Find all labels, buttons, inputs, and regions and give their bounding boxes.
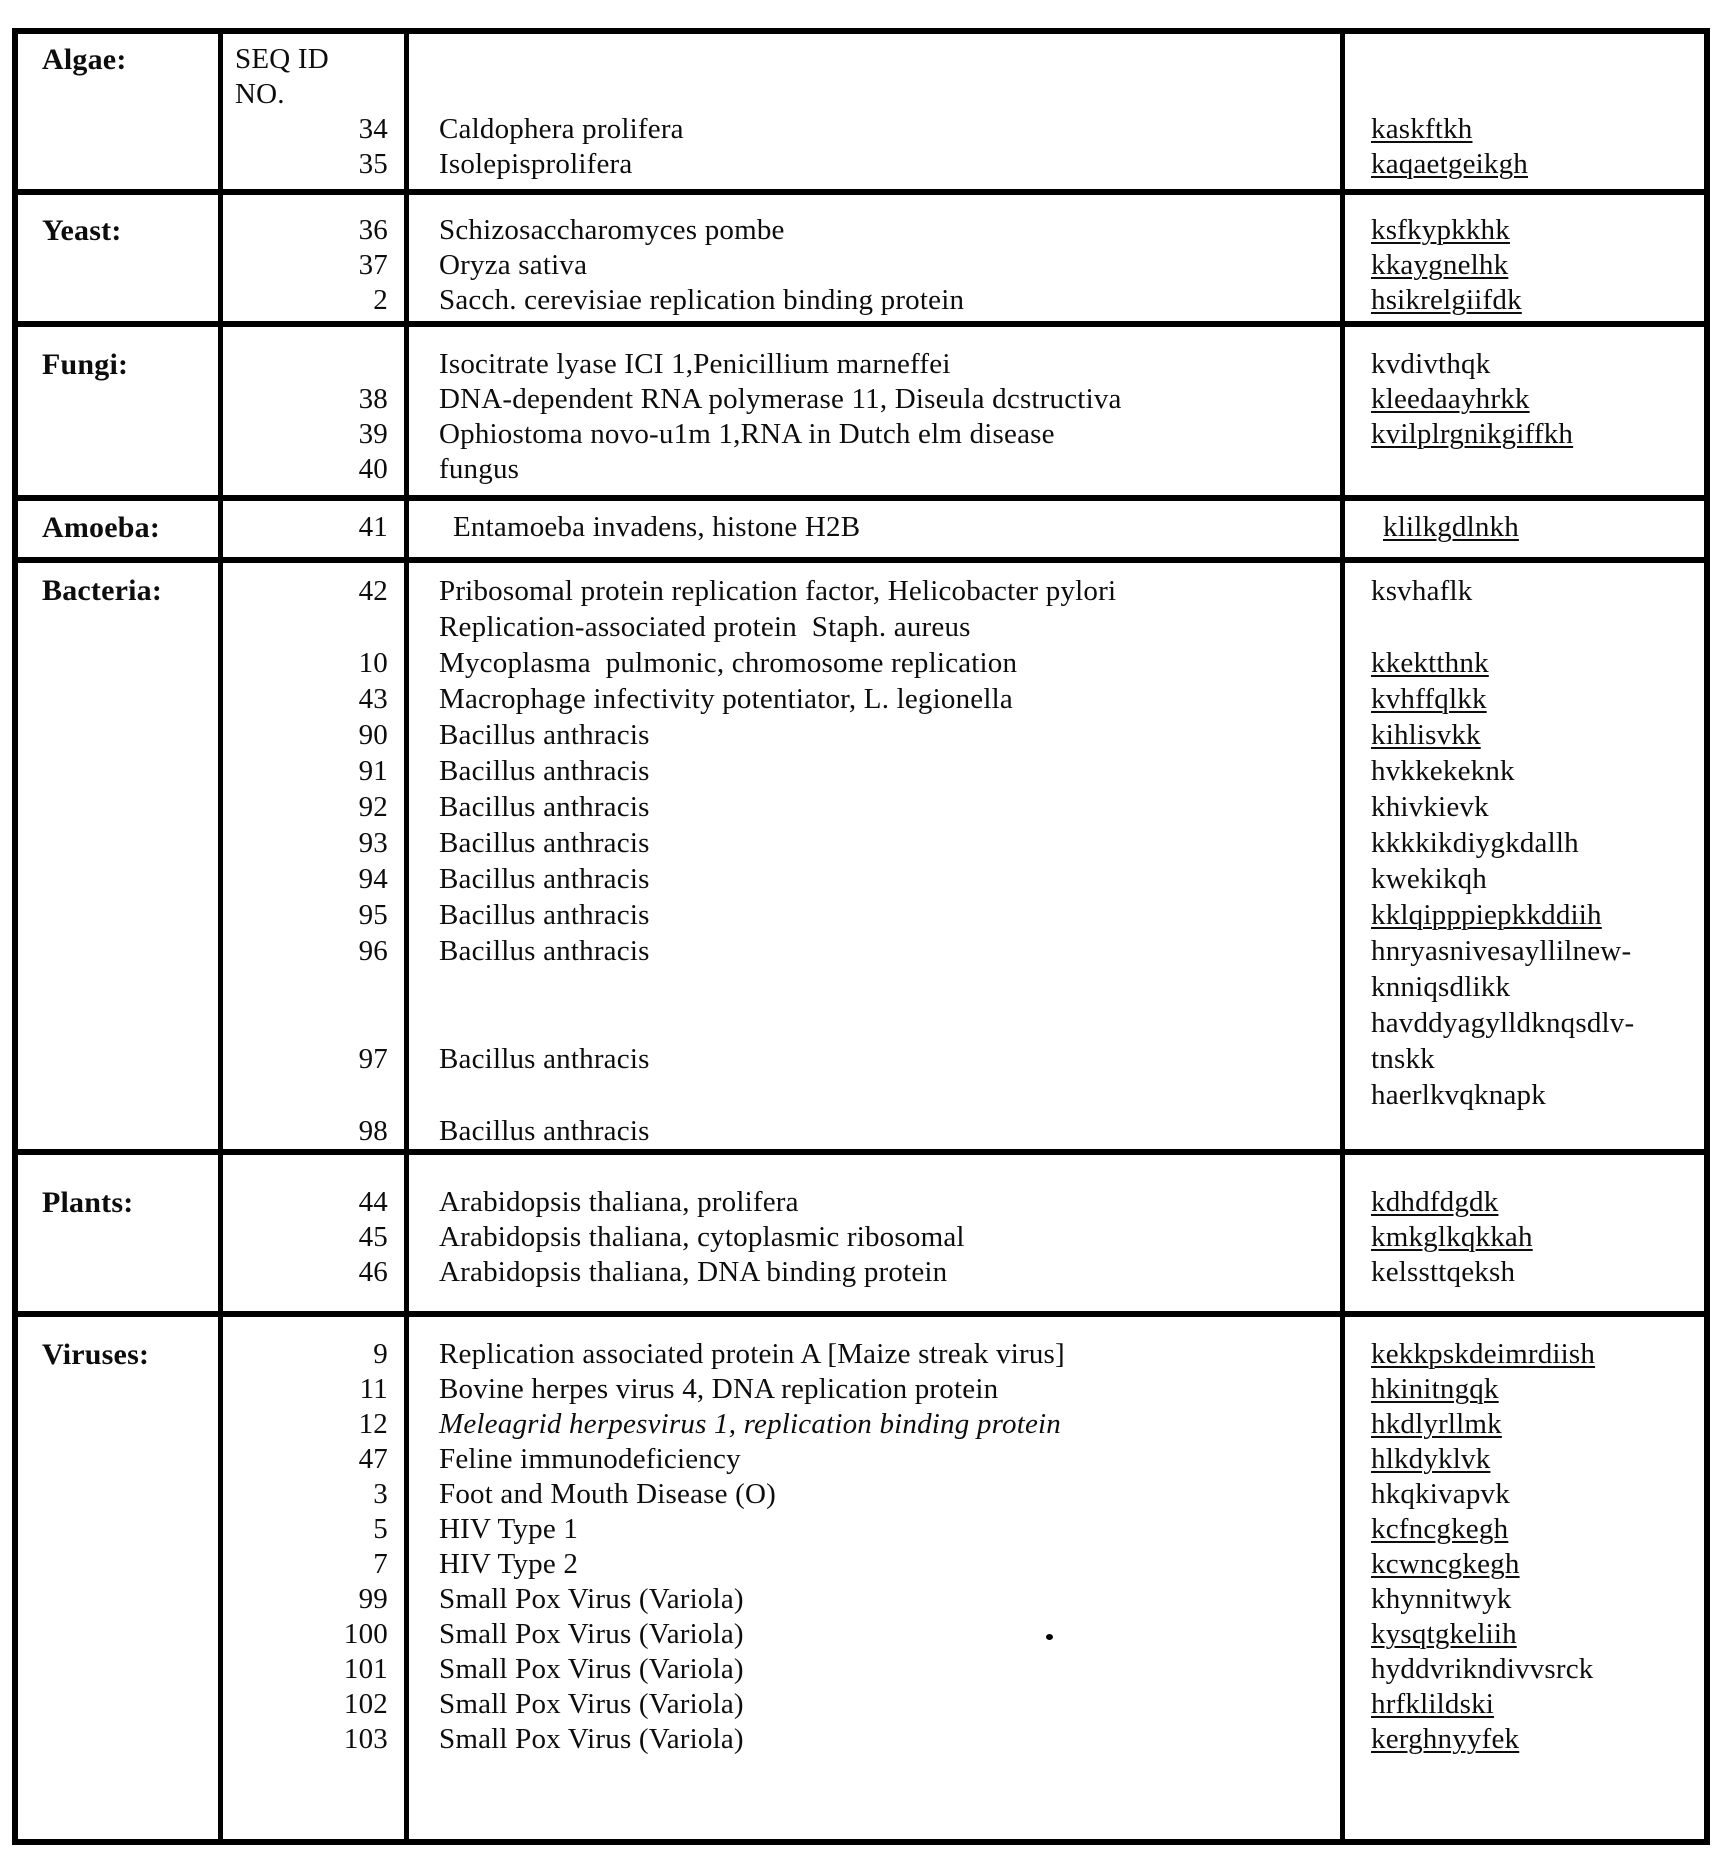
description-text: HIV Type 2 [439, 1548, 579, 1580]
description-text: Small Pox Virus (Variola) [439, 1583, 744, 1615]
seq-id-number [223, 969, 388, 1005]
seq-id-header: SEQ ID [235, 43, 329, 75]
category-cell-plants [18, 1155, 223, 1311]
table-section-amoeba [18, 495, 1704, 557]
sequence-text [1371, 609, 1704, 645]
seq-id-number: 47 [358, 1443, 388, 1475]
description-text: Caldophera prolifera [439, 113, 684, 145]
description-text: Schizosaccharomyces pombe [439, 214, 785, 246]
description-text [439, 42, 1330, 77]
seq-id-number: 95 [358, 899, 388, 931]
description-text: Bacillus anthracis [439, 935, 650, 967]
sequence-text: kelssttqeksh [1371, 1256, 1516, 1288]
sequence-text: kysqtgkeliih [1371, 1618, 1517, 1650]
category-label-viruses: Viruses: [42, 1338, 150, 1371]
description-text: Bacillus anthracis [439, 719, 650, 751]
seq-id-number: 93 [358, 827, 388, 859]
table-section-bacteria [18, 557, 1704, 1149]
description-text: Foot and Mouth Disease (O) [439, 1478, 777, 1510]
sequence-text: kcwncgkegh [1371, 1548, 1520, 1580]
category-cell-fungi [18, 327, 223, 495]
seq-id-column-plants [223, 1155, 409, 1311]
description-text: Macrophage infectivity potentiator, L. legionella [439, 683, 1013, 715]
sequence-text: kmkglkqkkah [1371, 1221, 1533, 1253]
description-text: Ophiostoma novo-u1m 1,RNA in Dutch elm disease [439, 418, 1055, 450]
seq-id-number [223, 609, 388, 645]
table-section-plants [18, 1149, 1704, 1311]
description-column-bacteria [409, 563, 1340, 1149]
description-text: Replication-associated protein Staph. aureus [439, 611, 971, 643]
seq-id-number: 90 [358, 719, 388, 751]
seq-id-column-algae [223, 34, 409, 189]
description-text: Isocitrate lyase ICI 1,Penicillium marneffei [439, 348, 951, 380]
description-text: Arabidopsis thaliana, cytoplasmic ribosomal [439, 1221, 965, 1253]
seq-id-number: 37 [358, 249, 388, 281]
sequence-text: kvilplrgnikgiffkh [1371, 418, 1574, 450]
category-label-bacteria: Bacteria: [42, 574, 163, 607]
sequence-listing-table [12, 28, 1710, 1845]
description-column-plants [409, 1155, 1340, 1311]
description-text: Bacillus anthracis [439, 863, 650, 895]
description-text: Bacillus anthracis [439, 827, 650, 859]
description-text: Entamoeba invadens, histone H2B [453, 511, 861, 543]
seq-id-number [223, 1005, 388, 1041]
sequence-text: kaskftkh [1371, 113, 1473, 145]
seq-id-number [223, 1077, 388, 1113]
seq-id-number: 10 [358, 647, 388, 679]
category-label-algae: Algae: [42, 43, 127, 76]
seq-id-number: 9 [373, 1338, 388, 1370]
seq-id-number: 101 [343, 1653, 388, 1685]
description-text [439, 1005, 1330, 1041]
description-text: Feline immunodeficiency [439, 1443, 741, 1475]
description-column-amoeba [409, 501, 1340, 557]
seq-id-column-bacteria [223, 563, 409, 1149]
sequence-column-plants [1340, 1155, 1704, 1311]
description-text: Small Pox Virus (Variola) [439, 1723, 744, 1755]
description-text: Bacillus anthracis [439, 1043, 650, 1075]
sequence-text: kvdivthqk [1371, 348, 1491, 380]
description-text: fungus [439, 453, 520, 485]
seq-id-number: 12 [358, 1408, 388, 1440]
seq-id-column-fungi [223, 327, 409, 495]
sequence-text: kcfncgkegh [1371, 1513, 1509, 1545]
seq-id-header: NO. [235, 78, 285, 110]
seq-id-number: 45 [358, 1221, 388, 1253]
category-cell-algae [18, 34, 223, 189]
sequence-text: kihlisvkk [1371, 719, 1481, 751]
sequence-text: kaqaetgeikgh [1371, 148, 1529, 180]
seq-id-column-yeast [223, 195, 409, 321]
description-text: Bovine herpes virus 4, DNA replication protein [439, 1373, 999, 1405]
description-text: Bacillus anthracis [439, 1115, 650, 1147]
sequence-text: kdhdfdgdk [1371, 1186, 1499, 1218]
description-text: Small Pox Virus (Variola) [439, 1688, 744, 1720]
sequence-text: kleedaayhrkk [1371, 383, 1530, 415]
sequence-text: kerghnyyfek [1371, 1723, 1520, 1755]
description-text: Isolepisprolifera [439, 148, 633, 180]
seq-id-number: 102 [343, 1688, 388, 1720]
description-text: Replication associated protein A [Maize streak virus] [439, 1338, 1065, 1370]
description-text: Bacillus anthracis [439, 791, 650, 823]
seq-id-number: 39 [358, 418, 388, 450]
sequence-text: kklqipppiepkkddiih [1371, 899, 1602, 931]
seq-id-number: 98 [358, 1115, 388, 1147]
sequence-text: tnskk [1371, 1043, 1435, 1075]
sequence-text [1371, 77, 1704, 112]
description-text: Mycoplasma pulmonic, chromosome replication [439, 647, 1018, 679]
sequence-text: kkektthnk [1371, 647, 1489, 679]
sequence-text [1371, 1113, 1704, 1149]
sequence-text: kekkpskdeimrdiish [1371, 1338, 1596, 1370]
sequence-text: klilkgdlnkh [1383, 511, 1519, 543]
category-cell-bacteria [18, 563, 223, 1149]
description-text: Arabidopsis thaliana, DNA binding protein [439, 1256, 948, 1288]
sequence-text: ksvhaflk [1371, 575, 1473, 607]
description-text: Small Pox Virus (Variola) [439, 1653, 744, 1685]
description-text: DNA-dependent RNA polymerase 11, Diseula dcstructiva [439, 383, 1122, 415]
seq-id-column-amoeba [223, 501, 409, 557]
description-text: Meleagrid herpesvirus 1, replication binding protein [439, 1408, 1062, 1440]
seq-id-number: 7 [373, 1548, 388, 1580]
sequence-column-fungi [1340, 327, 1704, 495]
sequence-text [1371, 42, 1704, 77]
description-text: Pribosomal protein replication factor, Helicobacter pylori [439, 575, 1117, 607]
seq-id-number: 100 [343, 1618, 388, 1650]
sequence-column-viruses [1340, 1317, 1704, 1839]
seq-id-number: 44 [358, 1186, 388, 1218]
seq-id-number [223, 347, 388, 382]
sequence-text: hyddvrikndivvsrck [1371, 1653, 1594, 1685]
seq-id-number: 97 [358, 1043, 388, 1075]
seq-id-number: 96 [358, 935, 388, 967]
seq-id-number: 99 [358, 1583, 388, 1615]
sequence-column-amoeba [1340, 501, 1704, 557]
description-column-fungi [409, 327, 1340, 495]
seq-id-number: 103 [343, 1723, 388, 1755]
sequence-text: ksfkypkkhk [1371, 214, 1510, 246]
sequence-text: kkkkikdiygkdallh [1371, 827, 1579, 859]
category-label-amoeba: Amoeba: [42, 511, 161, 544]
category-cell-yeast [18, 195, 223, 321]
sequence-text: knniqsdlikk [1371, 971, 1511, 1003]
sequence-text: hrfklildski [1371, 1688, 1495, 1720]
seq-id-number: 42 [358, 575, 388, 607]
sequence-text: hkqkivapvk [1371, 1478, 1510, 1510]
category-label-yeast: Yeast: [42, 214, 122, 247]
sequence-text: hkinitngqk [1371, 1373, 1499, 1405]
sequence-column-yeast [1340, 195, 1704, 321]
description-text: Arabidopsis thaliana, prolifera [439, 1186, 799, 1218]
sequence-text: haerlkvqknapk [1371, 1079, 1546, 1111]
seq-id-number: 94 [358, 863, 388, 895]
seq-id-number: 40 [358, 453, 388, 485]
seq-id-number: 91 [358, 755, 388, 787]
sequence-column-algae [1340, 34, 1704, 189]
table-section-yeast [18, 189, 1704, 321]
sequence-text: khynnitwyk [1371, 1583, 1512, 1615]
description-text: Bacillus anthracis [439, 899, 650, 931]
description-text [439, 1077, 1330, 1113]
description-column-yeast [409, 195, 1340, 321]
seq-id-number: 34 [358, 113, 388, 145]
sequence-text: hlkdyklvk [1371, 1443, 1491, 1475]
description-text: Sacch. cerevisiae replication binding protein [439, 284, 965, 316]
seq-id-column-viruses [223, 1317, 409, 1839]
table-section-viruses [18, 1311, 1704, 1839]
description-column-viruses [409, 1317, 1340, 1839]
category-label-plants: Plants: [42, 1186, 134, 1219]
description-text: Small Pox Virus (Variola) [439, 1618, 744, 1650]
description-text [439, 77, 1330, 112]
category-cell-viruses [18, 1317, 223, 1839]
table-section-fungi [18, 321, 1704, 495]
sequence-column-bacteria [1340, 563, 1704, 1149]
seq-id-number: 35 [358, 148, 388, 180]
seq-id-number: 41 [358, 511, 388, 543]
seq-id-number: 36 [358, 214, 388, 246]
category-label-fungi: Fungi: [42, 348, 129, 381]
description-column-algae [409, 34, 1340, 189]
category-cell-amoeba [18, 501, 223, 557]
sequence-text: kwekikqh [1371, 863, 1487, 895]
sequence-text: kkaygnelhk [1371, 249, 1509, 281]
seq-id-number: 3 [373, 1478, 388, 1510]
seq-id-number: 2 [373, 284, 388, 316]
sequence-text: havddyagylldknqsdlv- [1371, 1007, 1635, 1039]
sequence-text: hsikrelgiifdk [1371, 284, 1522, 316]
scan-artifact-dot [1046, 1634, 1053, 1640]
seq-id-number: 92 [358, 791, 388, 823]
description-text: Oryza sativa [439, 249, 588, 281]
description-text [439, 969, 1330, 1005]
seq-id-number: 46 [358, 1256, 388, 1288]
seq-id-number: 43 [358, 683, 388, 715]
description-text: Bacillus anthracis [439, 755, 650, 787]
description-text: HIV Type 1 [439, 1513, 579, 1545]
sequence-text: hkdlyrllmk [1371, 1408, 1502, 1440]
seq-id-number: 38 [358, 383, 388, 415]
sequence-text: hnryasnivesayllilnew- [1371, 935, 1632, 967]
sequence-text [1371, 452, 1704, 487]
seq-id-number: 5 [373, 1513, 388, 1545]
sequence-text: khivkievk [1371, 791, 1489, 823]
seq-id-number: 11 [359, 1373, 388, 1405]
sequence-text: kvhffqlkk [1371, 683, 1487, 715]
sequence-text: hvkkekeknk [1371, 755, 1515, 787]
table-section-algae [18, 34, 1704, 189]
